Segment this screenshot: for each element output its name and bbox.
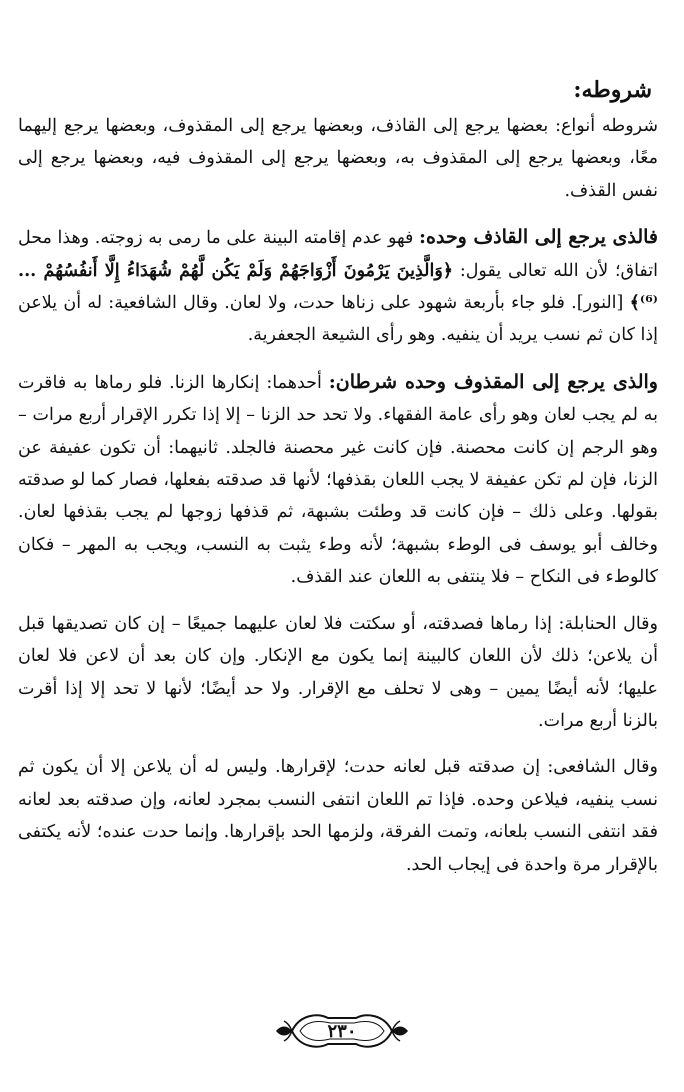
paragraph-lead-accuser: فالذى يرجع إلى القاذف وحده: — [419, 226, 659, 249]
paragraph-shafii-view: وقال الشافعى: إن صدقته قبل لعانه حدت؛ لإقرارها. وليس له أن يلاعن إلا أن يكون ثم نسب ينفيه، فيلاعن وحده. فإذا تم اللعان انتفى النسب بمجرد لعانه، وإن صدقته بعد لعانه فقد انتفى النسب بلعانه، وتمت الفرقة، ولزمها الحد بإقرارها. وإنما حدت عنده؛ لأنه يكتفى بالإقرار مرة واحدة فى إيجاب الحد. — [18, 757, 658, 875]
paragraph-text: فهو عدم إقامته البينة على ما رمى به زوجته. وهذا محل اتفاق؛ لأن الله تعالى يقول: — [18, 228, 658, 281]
page-footer — [0, 1010, 684, 1052]
page-number: ٢٣٠ — [327, 1020, 357, 1042]
page-number-frame-icon — [272, 1010, 412, 1052]
paragraph-text: أحدهما: إنكارها الزنا. فلو رماها به فاقرت به لم يجب لعان وهو رأى عامة الفقهاء. ولا تحد حد الزنا – إلا إذا تكرر الإقرار أربع مرات – وهو الرجم إن كانت محصنة. فإن كانت غير محصنة فالجلد. ثانيهما: أن تكون عفيفة عن الزنا، فإن لم تكن عفيفة لا يجب اللعان بقذفها؛ لأنها قد صدقته بفعلها، فصار كما لو صدقته بقولها. وعلى ذلك – فإن كانت قد وطئت بشبهة، ثم قذفها زوجها لم يجب بقذفها لعان. وخالف أبو يوسف فى الوطء بشبهة؛ لأنه وطء يثبت به النسب، ويجب به المهر – فكان كالوطء فى النكاح – فلا ينتفى به اللعان عند القذف. — [18, 372, 658, 588]
paragraph-accused-conditions — [18, 366, 658, 594]
paragraph-hanbali-view: وقال الحنابلة: إذا رماها فصدقته، أو سكتت فلا لعان عليهما جميعًا – إن كان تصديقها قبل أن يلاعن؛ ذلك لأن اللعان كالبينة إنما يكون مع الإنكار. وإن كان بعد أن لاعن فلا لعان عليها؛ لأنه أيضًا يمين – وهى لا تحلف مع الإقرار. ولا حد أيضًا؛ لأنها لا تحد إلا إذا أقرت بالزنا أربع مرات. — [18, 613, 658, 731]
paragraph-conditions-intro: شروطه أنواع: بعضها يرجع إلى القاذف، وبعضها يرجع إلى المقذوف، وبعضها يرجع إليهما معًا، وبعضها يرجع إلى المقذوف به، وبعضها يرجع إلى المقذوف فيه، وبعضها يرجع إلى نفس القذف. — [18, 116, 658, 201]
quran-verse: ﴿وَالَّذِينَ يَرْمُونَ أَزْوَاجَهُمْ وَلَمْ يَكُن لَّهُمْ شُهَدَاءُ إِلَّا أَنفُسُهُمْ ...⁽⁶⁾﴾ — [18, 260, 658, 314]
paragraph-text: [النور]. فلو جاء بأربعة شهود على زناها حدت، ولا لعان. وقال الشافعية: له أن يلاعن إذا كان ثم نسب يريد أن ينفيه. وهو رأى الشيعة الجعفرية. — [18, 293, 658, 346]
paragraph-lead-accused: والذى يرجع إلى المقذوف وحده شرطان: — [328, 370, 658, 393]
section-heading: شروطه: — [573, 77, 652, 103]
paragraph-accuser-conditions — [18, 221, 658, 352]
